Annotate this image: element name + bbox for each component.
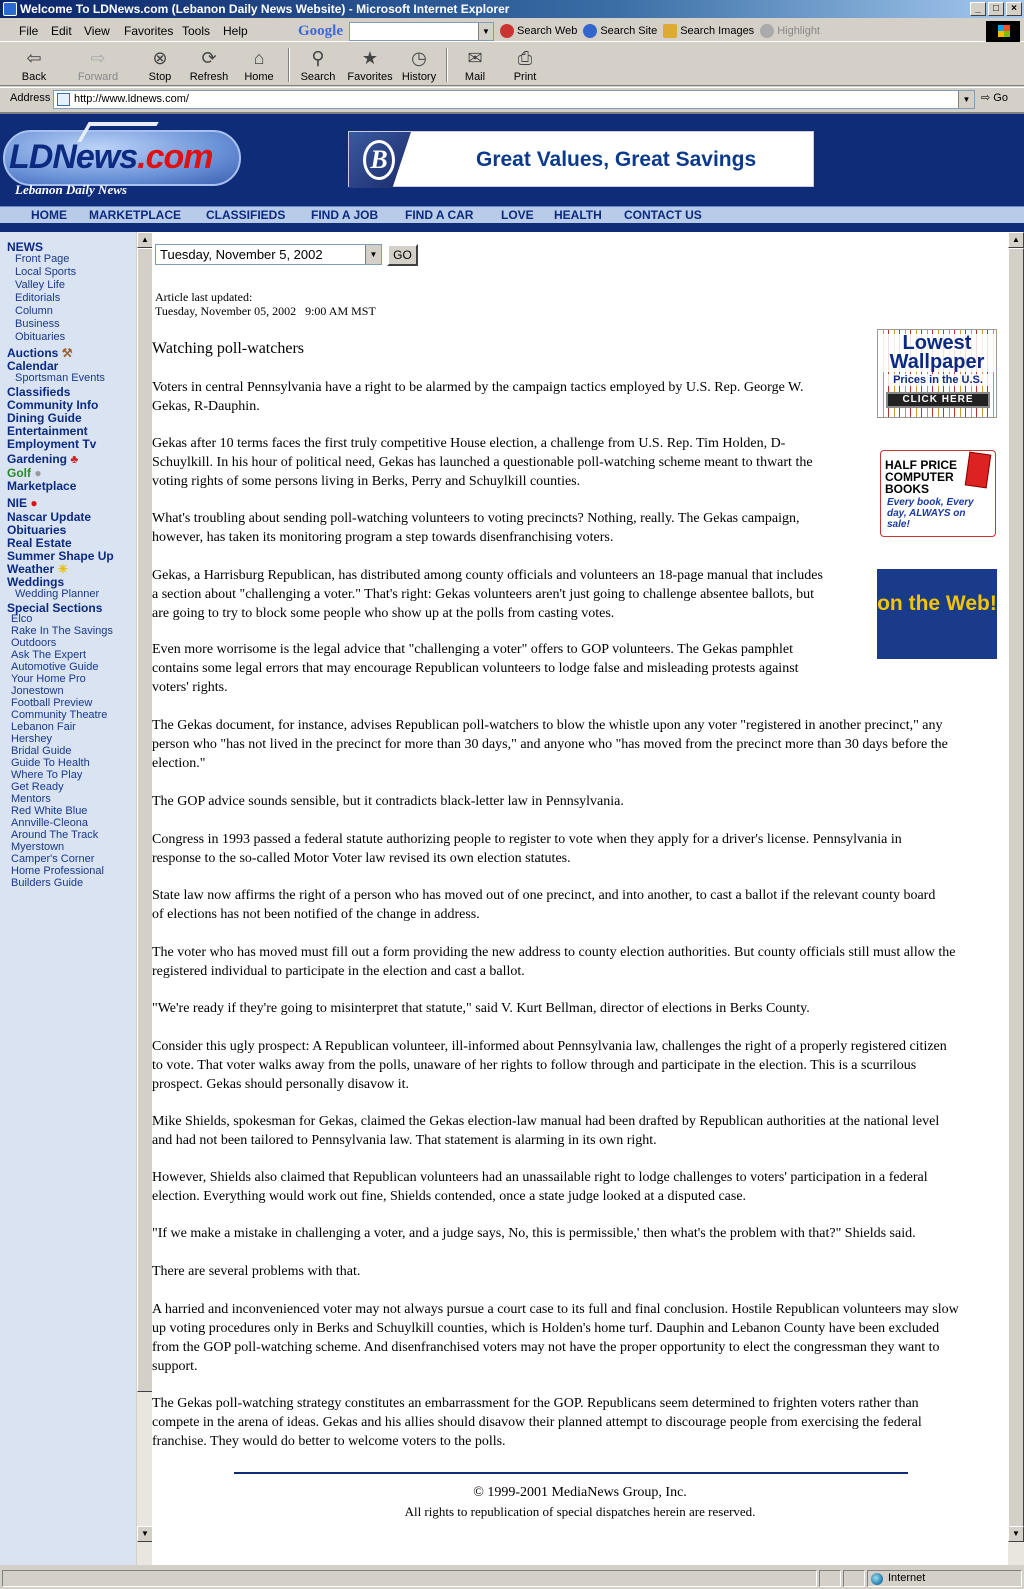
article-paragraph — [152, 886, 1008, 924]
sidebar-obituaries[interactable]: Obituaries — [15, 331, 66, 343]
nav-divider — [0, 223, 1024, 232]
forward-arrow-icon: ⇨ — [90, 48, 106, 68]
home-icon: ⌂ — [253, 48, 265, 68]
address-go-button[interactable]: ⇨ Go — [981, 92, 1008, 104]
sidebar-valley-life[interactable]: Valley Life — [15, 279, 65, 291]
scroll-down-arrow-icon[interactable]: ▼ — [1008, 1526, 1024, 1542]
page-scroll-thumb[interactable] — [1008, 248, 1024, 1534]
sidebar-special-item[interactable]: Around The Track — [11, 829, 99, 841]
sidebar-special-item[interactable]: Hershey — [11, 733, 52, 745]
sidebar-news[interactable]: NEWS — [7, 240, 43, 254]
google-search-input[interactable] — [349, 22, 494, 41]
article-paragraph — [152, 1168, 1008, 1206]
address-input[interactable] — [53, 90, 975, 109]
sidebar-nascar-update[interactable]: Nascar Update — [7, 510, 92, 524]
windows-logo-icon — [986, 21, 1020, 42]
sidebar-special-item[interactable]: Where To Play — [11, 769, 83, 781]
search-web-icon — [500, 24, 514, 38]
paragraph-line: to vote. That voter walks away from the polls, unaware of her rights to follow through and participate in the election. This is a scurrilous — [152, 1058, 917, 1073]
sidebar-special-item[interactable]: Football Preview — [11, 697, 93, 709]
banner-text: Great Values, Great Savings — [476, 148, 757, 171]
paragraph-line: The Gekas document, for instance, advises Republican poll-watchers to blow the whistle upon any voter "registered in another precinct," any — [152, 718, 943, 733]
sidebar-weather[interactable]: Weather ☀ — [7, 562, 69, 576]
site-nav — [0, 206, 1024, 223]
address-url: http://www.ldnews.com/ — [74, 93, 189, 105]
sidebar-special-item[interactable]: Myerstown — [11, 841, 65, 853]
paragraph-line: and had not been tailored to Pennsylvania law. That statement is alarming in its own right. — [152, 1133, 657, 1148]
article-paragraph — [152, 1394, 1008, 1451]
title-bar — [0, 0, 1024, 18]
paragraph-line: "We're ready if they're going to misinterpret that statute," said V. Kurt Bellman, director of elections in Berks County. — [152, 1001, 810, 1016]
paragraph-line: however, has taken its monitoring program a step towards disenfranchising voters. — [152, 530, 614, 545]
sidebar-marketplace[interactable]: Marketplace — [7, 479, 77, 493]
paragraph-line: person who "has not lived in the precinct for more than 30 days," and anyone who "has moved from the precinct more than 30 days before the — [152, 737, 948, 752]
paragraph-line: response to the so-called Motor Voter law revised its own election statutes. — [152, 851, 571, 866]
paragraph-line: What's troubling about sending poll-watching volunteers to voting precincts? Nothing, really. The Gekas campaign, — [152, 511, 800, 526]
paragraph-line: Voters in central Pennsylvania have a right to be alarmed by the campaign tactics employed by U.S. Rep. George W. — [152, 380, 804, 395]
paragraph-line: election. Everything would work out fine, Shields contended, once a state judge looked at a disputed case. — [152, 1189, 747, 1204]
article-paragraph — [152, 509, 872, 547]
search-icon: ⚲ — [311, 48, 325, 68]
address-bar — [0, 87, 1024, 110]
paragraph-line: A harried and inconvenienced voter may not always pursue a court case to its full and final conclusion. Hostile Republican volunteers may slow — [152, 1302, 959, 1317]
sidebar-dining-guide[interactable]: Dining Guide — [7, 411, 82, 425]
sun-cloud-icon: ☀ — [57, 562, 69, 576]
refresh-icon: ⟳ — [201, 48, 217, 68]
paragraph-line: contains some legal errors that may encourage Republican volunteers to lodge false and misleading protests against — [152, 661, 799, 676]
paragraph-line: election." — [152, 756, 206, 771]
nav-marketplace[interactable]: MARKETPLACE — [89, 208, 181, 222]
article-paragraph — [152, 716, 1008, 773]
google-logo[interactable]: Google — [298, 22, 343, 39]
sidebar-classifieds[interactable]: Classifieds — [7, 385, 71, 399]
paragraph-line: a section about "challenging a voter." That's right: Gekas volunteers aren't just going to challenge absentee ballots, but — [152, 587, 814, 602]
article-paragraph — [152, 1300, 1008, 1376]
search-site-icon — [583, 24, 597, 38]
updated-label: Article last updated: — [155, 290, 253, 304]
article-paragraph — [152, 378, 872, 416]
nav-contact-us[interactable]: CONTACT US — [624, 208, 702, 222]
menu-help[interactable]: Help — [223, 24, 248, 38]
paragraph-line: Gekas after 10 terms faces the first truly competitive House election, a challenge from U.S. Rep. Tim Holden, D- — [152, 436, 786, 451]
minimize-button[interactable]: _ — [970, 2, 986, 16]
sidebar-special-item[interactable]: Community Theatre — [11, 709, 108, 721]
paragraph-line: up voting procedures only in Berks and Schuylkill counties, which is Holden's home turf. Dauphin and Lebanon County have been excluded — [152, 1321, 940, 1336]
sidebar-business[interactable]: Business — [15, 318, 60, 330]
sidebar-special-item[interactable]: Your Home Pro — [11, 673, 86, 685]
favorites-star-icon: ★ — [361, 48, 379, 68]
paragraph-line: The GOP advice sounds sensible, but it contradicts black-letter law in Pennsylvania. — [152, 794, 624, 809]
security-zone: Internet — [867, 1570, 1022, 1587]
sidebar-front-page[interactable]: Front Page — [15, 253, 70, 265]
page-scrollbar[interactable] — [1008, 232, 1024, 1565]
paragraph-line: Congress in 1993 passed a federal statute authorizing people to register to vote when they apply for a driver's license. Pennsylvania in — [152, 832, 902, 847]
books-ad[interactable]: HALF PRICE COMPUTER BOOKS Every book, Every day, ALWAYS on sale! — [880, 450, 996, 537]
apple-icon: ● — [30, 496, 38, 510]
article-headline: Watching poll-watchers — [152, 340, 304, 357]
sidebar-auctions[interactable]: Auctions ⚒ — [7, 346, 73, 360]
status-bar — [0, 1567, 1024, 1589]
sidebar-obituaries-main[interactable]: Obituaries — [7, 523, 67, 537]
article-paragraph — [152, 999, 1008, 1018]
refresh-button[interactable]: ⟳ Refresh — [189, 48, 229, 83]
sidebar-special-item[interactable]: Rake In The Savings — [11, 625, 113, 637]
toolbar-separator — [446, 48, 448, 82]
sidebar-gardening[interactable]: Gardening ♣ — [7, 452, 79, 466]
maximize-button[interactable]: □ — [988, 2, 1004, 16]
toolbar-separator — [288, 48, 290, 82]
on-the-web-ad[interactable]: on the Web! — [877, 569, 997, 659]
article-paragraph — [152, 830, 1008, 868]
nav-home[interactable]: HOME — [31, 208, 67, 222]
gavel-icon: ⚒ — [61, 346, 73, 360]
sidebar-special-item[interactable]: Elco — [11, 613, 33, 625]
menu-edit[interactable]: Edit — [51, 24, 72, 38]
sidebar-special-item[interactable]: Bridal Guide — [11, 745, 72, 757]
back-button[interactable]: ⇦ Back — [21, 48, 47, 83]
book-icon — [965, 452, 992, 489]
sidebar-special-item[interactable]: Lebanon Fair — [11, 721, 76, 733]
article-paragraph — [152, 1112, 1008, 1150]
scroll-up-arrow-icon[interactable]: ▲ — [1008, 232, 1024, 248]
paragraph-line: "If we make a mistake in challenging a voter, and a judge says, No, this is permissible,' then what's the problem with that?" Shields said. — [152, 1226, 916, 1241]
menu-view[interactable]: View — [84, 24, 110, 38]
scroll-down-arrow-icon[interactable]: ▼ — [137, 1526, 153, 1542]
search-button[interactable]: ⚲ Search — [300, 48, 336, 83]
sidebar-special-item[interactable]: Red White Blue — [11, 805, 88, 817]
date-select[interactable]: Tuesday, November 5, 2002 ▼ — [155, 244, 382, 265]
nav-find-a-car[interactable]: FIND A CAR — [405, 208, 474, 222]
sidebar-special-item[interactable]: Outdoors — [11, 637, 57, 649]
sidebar — [0, 232, 152, 1565]
paragraph-line: Even more worrisome is the legal advice that "challenging a voter" offers to GOP volunteers. The Gekas pamphlet — [152, 642, 793, 657]
highlight-icon — [760, 24, 774, 38]
paragraph-line: prospect. Gekas should personally disavow it. — [152, 1077, 410, 1092]
sidebar-sportsman-events[interactable]: Sportsman Events — [15, 372, 105, 384]
sidebar-employment-tv[interactable]: Employment Tv — [7, 437, 97, 451]
paragraph-line: However, Shields also claimed that Republican volunteers had an unassailable right to lodge challenges to voters' participation in a federal — [152, 1170, 928, 1185]
status-text-panel — [2, 1570, 817, 1587]
sidebar-scroll-thumb[interactable] — [137, 248, 153, 1392]
paragraph-line: The Gekas poll-watching strategy constitutes an embarrassment for the GOP. Republicans seem determined to frighten voters rather than — [152, 1396, 919, 1411]
history-button[interactable]: ◷ History — [401, 48, 437, 83]
sidebar-community-info[interactable]: Community Info — [7, 398, 99, 412]
sidebar-special-item[interactable]: Mentors — [11, 793, 51, 805]
golf-ball-icon: ● — [34, 466, 42, 480]
paragraph-line: franchise. They would do better to welcome voters to the polls. — [152, 1434, 506, 1449]
paragraph-line: Mike Shields, spokesman for Gekas, claimed the Gekas election-law manual had been drafted by Republican authorities at the national level — [152, 1114, 940, 1129]
favorites-button[interactable]: ★ Favorites — [347, 48, 393, 83]
paragraph-line: support. — [152, 1359, 198, 1374]
scroll-up-arrow-icon[interactable]: ▲ — [137, 232, 153, 248]
site-header — [0, 114, 1024, 206]
paragraph-line: Gekas, a Harrisburg Republican, has distributed among county officials and volunteers an 18-page manual that includes — [152, 568, 823, 583]
search-web-button[interactable]: Search Web — [500, 24, 577, 38]
paragraph-line: voting rights of some persons living in Berks, Perry and Schuylkill counties. — [152, 474, 581, 489]
boscovs-banner-ad[interactable] — [348, 131, 814, 187]
address-label: Address — [10, 92, 51, 104]
search-site-button[interactable]: Search Site — [583, 24, 657, 38]
web-page — [0, 112, 1024, 1565]
sidebar-special-item[interactable]: Guide To Health — [11, 757, 90, 769]
sidebar-local-sports[interactable]: Local Sports — [15, 266, 77, 278]
rights-text: All rights to republication of special dispatches herein are reserved. — [404, 1504, 756, 1519]
article-paragraph — [152, 434, 872, 491]
paragraph-line: Consider this ugly prospect: A Republican volunteer, ill-informed about Pennsylvania law, challenges the right of a properly registered citizen — [152, 1039, 947, 1054]
stop-button[interactable]: ⊗ Stop — [148, 48, 172, 83]
status-panel — [843, 1570, 865, 1587]
standard-toolbar — [0, 43, 1024, 86]
sidebar-entertainment[interactable]: Entertainment — [7, 424, 88, 438]
globe-icon — [871, 1573, 883, 1585]
footer-divider — [234, 1472, 908, 1474]
copyright-text: © 1999-2001 MediaNews Group, Inc. — [473, 1485, 687, 1500]
chevron-down-icon[interactable]: ▼ — [958, 91, 974, 108]
updated-date: Tuesday, November 05, 2002 9:00 AM MST — [155, 304, 376, 318]
sidebar-special-item[interactable]: Home Professional — [11, 865, 104, 877]
sidebar-special-item[interactable]: Camper's Corner — [11, 853, 95, 865]
paragraph-line: registered individual to participate in the election and cast a ballot. — [152, 964, 525, 979]
ie-icon — [3, 2, 17, 16]
sidebar-special-item[interactable]: Annville-Cleona — [11, 817, 89, 829]
date-go-button[interactable]: GO — [387, 244, 418, 266]
history-icon: ◷ — [411, 48, 427, 68]
sidebar-special-item[interactable]: Ask The Expert — [11, 649, 86, 661]
article-paragraph — [152, 1224, 1008, 1243]
paragraph-line: are going to try to block some people who show up at the polls from casting votes. — [152, 606, 615, 621]
article-paragraph — [152, 640, 872, 697]
window-title: Welcome To LDNews.com (Lebanon Daily News Website) - Microsoft Internet Explorer — [20, 2, 510, 16]
sidebar-editorials[interactable]: Editorials — [15, 292, 61, 304]
menu-favorites[interactable]: Favorites — [124, 24, 174, 38]
sidebar-weddings[interactable]: Weddings — [7, 575, 65, 589]
nav-find-a-job[interactable]: FIND A JOB — [311, 208, 379, 222]
mail-button[interactable]: ✉ Mail — [464, 48, 486, 83]
sidebar-special-sections[interactable]: Special Sections — [7, 601, 103, 615]
sidebar-real-estate[interactable]: Real Estate — [7, 536, 72, 550]
home-button[interactable]: ⌂ Home — [244, 48, 274, 83]
paragraph-line: State law now affirms the right of a person who has moved out of one precinct, and into another, to cast a ballot if the relevant county board — [152, 888, 936, 903]
article-paragraph — [152, 943, 1008, 981]
sidebar-calendar[interactable]: Calendar — [7, 359, 59, 373]
sidebar-special-item[interactable]: Automotive Guide — [11, 661, 99, 673]
paragraph-line: Schuylkill. In his hour of political need, Gekas has launched a questionable poll-watching scheme meant to thwart the — [152, 455, 813, 470]
nav-health[interactable]: HEALTH — [554, 208, 602, 222]
article-content — [152, 232, 1008, 1565]
highlight-button[interactable]: Highlight — [760, 24, 820, 38]
back-arrow-icon: ⇦ — [26, 48, 42, 68]
sidebar-golf[interactable]: Golf ● — [7, 466, 42, 480]
printer-icon: ⎙ — [517, 48, 533, 68]
paragraph-line: of elections has not been notified of the change in address. — [152, 907, 480, 922]
paragraph-line: There are several problems with that. — [152, 1264, 361, 1279]
google-toolbar — [298, 21, 820, 41]
article-paragraph — [152, 1037, 1008, 1094]
boscovs-logo-icon: B — [363, 140, 395, 180]
paragraph-line: The voter who has moved must fill out a form providing the new address to county election authorities. But county officials still must allow the — [152, 945, 956, 960]
print-button[interactable]: ⎙ Print — [513, 48, 537, 83]
article-paragraph — [152, 1262, 1008, 1281]
paragraph-line: from the GOP poll-watching scheme. And disenfranchised voters may not have the proper opportunity to elect the congressman they want to — [152, 1340, 940, 1355]
ldnews-logo[interactable]: LDNews.com Lebanon Daily News — [3, 120, 243, 200]
sidebar-special-item[interactable]: Jonestown — [11, 685, 64, 697]
sidebar-scrollbar[interactable] — [136, 232, 152, 1565]
article-paragraph — [152, 792, 1008, 811]
forward-button[interactable]: ⇨ Forward — [77, 48, 119, 83]
stop-icon: ⊗ — [152, 48, 168, 68]
paragraph-line: compete in the arena of ideas. Gekas and his allies should disavow their planned attempt to discourage people from exercising the federal — [152, 1415, 922, 1430]
status-panel — [819, 1570, 841, 1587]
chevron-down-icon[interactable]: ▼ — [365, 245, 381, 264]
nav-love[interactable]: LOVE — [501, 208, 534, 222]
sidebar-wedding-planner[interactable]: Wedding Planner — [15, 588, 100, 600]
sidebar-special-item[interactable]: Get Ready — [11, 781, 64, 793]
sidebar-nie[interactable]: NIE ● — [7, 496, 38, 510]
paragraph-line: voters' rights. — [152, 680, 228, 695]
sidebar-column[interactable]: Column — [15, 305, 53, 317]
search-images-icon — [663, 24, 677, 38]
paragraph-line: Gekas, R-Dauphin. — [152, 399, 260, 414]
menu-tools[interactable]: Tools — [182, 24, 211, 38]
click-here-button[interactable]: CLICK HERE — [886, 392, 990, 408]
menu-file[interactable]: File — [19, 24, 39, 38]
close-button[interactable]: × — [1006, 2, 1022, 16]
sidebar-special-item[interactable]: Builders Guide — [11, 877, 84, 889]
page-icon — [57, 93, 70, 106]
mail-icon: ✉ — [467, 48, 483, 68]
watering-can-icon: ♣ — [70, 452, 79, 466]
sidebar-summer-shape-up[interactable]: Summer Shape Up — [7, 549, 114, 563]
wallpaper-ad[interactable]: Lowest Wallpaper Prices in the U.S. CLICK HERE — [877, 329, 997, 418]
search-images-button[interactable]: Search Images — [663, 24, 754, 38]
article-paragraph — [152, 566, 872, 623]
nav-classifieds[interactable]: CLASSIFIEDS — [206, 208, 286, 222]
chevron-down-icon[interactable]: ▼ — [478, 23, 493, 40]
